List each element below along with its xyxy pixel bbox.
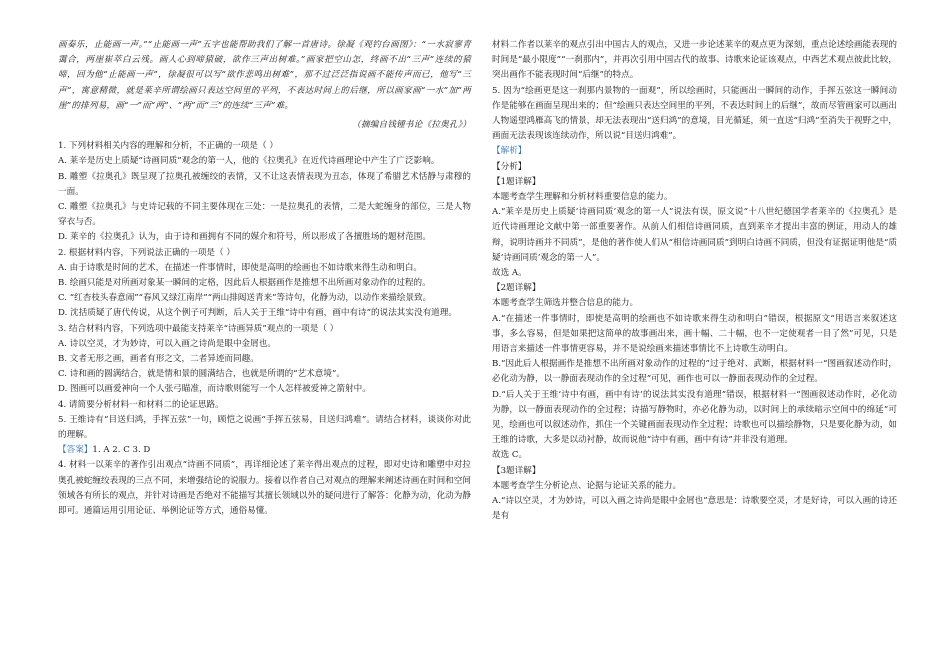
detail-2-label: 【2题详解】 bbox=[492, 283, 541, 294]
q2-option-b: B. 绘画只能是对所画对象某一瞬间的定格，因此后人根据画作是推想不出所画对象动作的过程的。 bbox=[58, 278, 431, 289]
detail-3-option-a: A.“诗以空灵，才为妙诗，可以入画之诗尚是眼中金屑也”意思是：诗歌要空灵，才是好诗，可以入画的诗还是有 bbox=[492, 496, 897, 522]
passage-paragraph: 画奏乐，止能画一声。”“止能画一声”五字也能帮助我们了解一首唐诗。徐凝《观钓台画图》：“一水寂寥青霭合，两崖崔萃白云残。画人心到啼猿破，欲作三声出树难。”画家把空山怎，终画不出“三声”连续的猿啼，回为他“止能画一声”，徐凝很可以写“欲作悲鸣出树难”，那不过泛泛指说画不能传声而已，他写“三声”，寓意精微，就是莱辛所谓绘画只表达空间里的平列，不表达时间上的后继，所以画家画“一水”加“两崖”的排列易，画“一”而“两”、“两”而“三”的连续“三声”难。 bbox=[58, 40, 471, 111]
q5-stem: 5. 王维诗有“目送归鸿，手挥五弦”一句，顾恺之说画“手挥五弦易，目送归鸿难”。请结合材料，谈谈你对此的理解。 bbox=[58, 414, 471, 441]
detail-2-intro: 本题考查学生筛选并整合信息的能力。 bbox=[492, 298, 639, 309]
fenxi-label: 【分析】 bbox=[492, 161, 527, 172]
detail-1-answer: 故选 A。 bbox=[492, 268, 527, 279]
q1-stem: 1. 下列材料相关内容的理解和分析，不正确的一项是（ ） bbox=[58, 141, 278, 152]
q2-option-c: C. “红杏枝头春意闹”“春风又绿江南岸”“两山排闼送青来”等诗句，化静为动，以动作来描绘景致。 bbox=[58, 293, 432, 304]
q3-stem: 3. 结合材料内容，下列选项中最能支持莱辛“诗画异质”观点的一项是（ ） bbox=[58, 323, 339, 334]
q2-stem: 2. 根据材料内容，下列说法正确的一项是（ ） bbox=[58, 247, 235, 258]
detail-1-label: 【1题详解】 bbox=[492, 176, 541, 187]
answer-line bbox=[58, 443, 471, 458]
answer-4-continued: 材料二作者以莱辛的观点引出中国古人的观点，又进一步论述莱辛的观点更为深刻，重点论述绘画能表现的时间是“最小限度”“一刹那内”，并再次引用中国古代的故事、诗歌来论证该观点，中西艺术观点彼此比较，突出画作不能表现时间“后继”的特点。 bbox=[492, 40, 897, 81]
answer-label: 【答案】 bbox=[58, 445, 93, 456]
detail-3-label: 【3题详解】 bbox=[492, 465, 541, 476]
detail-2-option-b: B.“因此后人根据画作是推想不出所画对象动作的过程的”过于绝对、武断，根据材料一“图画叙述动作时，必化动为静，以一静面表现动作的全过程”可见，画作也可以一静面表现动作的全过程。 bbox=[492, 359, 897, 385]
detail-2-option-d: D.“后人关于王维‘诗中有画，画中有诗’的说法其实没有道理”错误，根据材料一“图画叙述动作时，必化动为静，以一静面表现动作的全过程；诗描写静物时，亦必化静为动，以时间上的承续暗示空间中的绵延”可见，绘画也可以叙述动作，抓住一个关键画面表现动作全过程；诗歌也可以描绘静物，只是要化静为动，如王维的诗歌，大多是以动衬静，故而说他“诗中有画，画中有诗”并非没有道理。 bbox=[492, 389, 897, 446]
answer-5-paragraph: 5. 因为“绘画更是这一刹那内景物的一面观”，所以绘画时，只能画出一瞬间的动作，手挥五弦这一瞬间动作是能够在画面呈现出来的；但“绘画只表达空间里的平列，不表达时间上的后继”，故而尽管画家可以画出人物遥望鸿雁高飞的情景，却无法表现出“送归鸿”的意境，目光循延，须一直送“归鸿”至消失于视野之中，画面无法表现该连续动作，所以说“目送归鸿难”。 bbox=[492, 85, 897, 142]
q1-option-d: D. 莱辛的《拉奥孔》认为，由于诗和画拥有不同的媒介和符号，所以形成了各擅胜场的题材范围。 bbox=[58, 232, 431, 243]
q3-option-d: D. 图画可以画爱神向一个人张弓瞄准，而诗歌则能写一个人怎样被爱神之箭射中。 bbox=[58, 384, 371, 395]
right-column bbox=[492, 38, 897, 525]
detail-2-answer: 故选 C。 bbox=[492, 450, 528, 461]
q2-option-d: D. 沈括质疑了唐代传说，从这个例子可判断，后人关于王维“诗中有画，画中有诗”的说法其实没有道理。 bbox=[58, 308, 457, 319]
q1-option-b: B. 雕塑《拉奥孔》既呈现了拉奥孔被缠绞的表情，又不让这表情表现为丑态，体现了希腊艺术恬静与肃穆的一面。 bbox=[58, 171, 471, 197]
q1-option-c: C. 雕塑《拉奥孔》与史诗记载的不同主要体现在三处：一是拉奥孔的表情，二是大蛇缠身的部位，三是人物穿衣与否。 bbox=[58, 202, 471, 228]
passage-source: （摘编自钱锺书论《拉奥孔》） bbox=[352, 120, 471, 131]
answer-4-paragraph: 4. 材料一以莱辛的著作引出观点“诗画不同质”，再详细论述了莱辛得出观点的过程，即对史诗和雕塑中对拉奥孔被蛇缠绞表现的三点不同，来增强结论的说服力。接着以作者自己对观点的理解来阐述诗画在时间和空间领域各有所长的观点，并针对诗画是否绝对不能描写其擅长领域以外的疑问进行了解答：化静为动，化动为静即可。通篇运用引用论证、举例论证等方式，通俗易懂。 bbox=[58, 460, 471, 517]
detail-1-intro: 本题考查学生理解和分析材料重要信息的能力。 bbox=[492, 192, 673, 203]
detail-2-option-a: A.“在描述一件事情时，即使是高明的绘画也不如诗歌来得生动和明白”错误，根据原文“用语言来叙述这事，多么容易，但是如果把这简单的故事画出来，画十幅、二十幅，也不一定使观者一目了然”可见，只是用语言来描述一件事情更容易，并不是说绘画来描述事情比不上诗歌生动明白。 bbox=[492, 313, 897, 355]
q2-option-a: A. 由于诗歌是时间的艺术，在描述一件事情时，即使是高明的绘画也不如诗歌来得生动和明白。 bbox=[58, 262, 423, 273]
q3-option-c: C. 诗和画的圆满结合，就是情和景的圆满结合，也就是所谓的“艺术意境”。 bbox=[58, 369, 345, 380]
left-column bbox=[58, 38, 471, 519]
q3-option-a: A. 诗以空灵，才为妙诗，可以入画之诗尚是眼中金屑也。 bbox=[58, 338, 276, 349]
q4-stem: 4. 请简要分析材料一和材料二的论证思路。 bbox=[58, 399, 224, 410]
detail-1-option-a: A.“莱辛是历史上质疑‘诗画同质’观念的第一人”说法有误，原文说“十八世纪德国学者莱辛的《拉奥孔》是近代诗画理论文献中第一部重要著作。从前人们相信诗画同质，直到莱辛才提出丰富的例证，用动人的雄辩，说明诗画并不同质”，是他的著作使人们从“相信诗画同质”到明白诗画不同质，但没有证据证明他是“质疑‘诗画同质’观念的第一人”。 bbox=[492, 207, 897, 263]
answer-text: 1. A 2. C 3. D bbox=[92, 445, 151, 456]
q1-option-a: A. 莱辛是历史上质疑“诗画同质”观念的第一人，他的《拉奥孔》在近代诗画理论中产生了广泛影响。 bbox=[58, 156, 440, 167]
detail-3-intro: 本题考查学生分析论点、论据与论证关系的能力。 bbox=[492, 480, 682, 491]
analysis-label: 【解析】 bbox=[492, 146, 527, 157]
q3-option-b: B. 文者无形之画，画者有形之文，二者异迹而同趣。 bbox=[58, 354, 259, 365]
